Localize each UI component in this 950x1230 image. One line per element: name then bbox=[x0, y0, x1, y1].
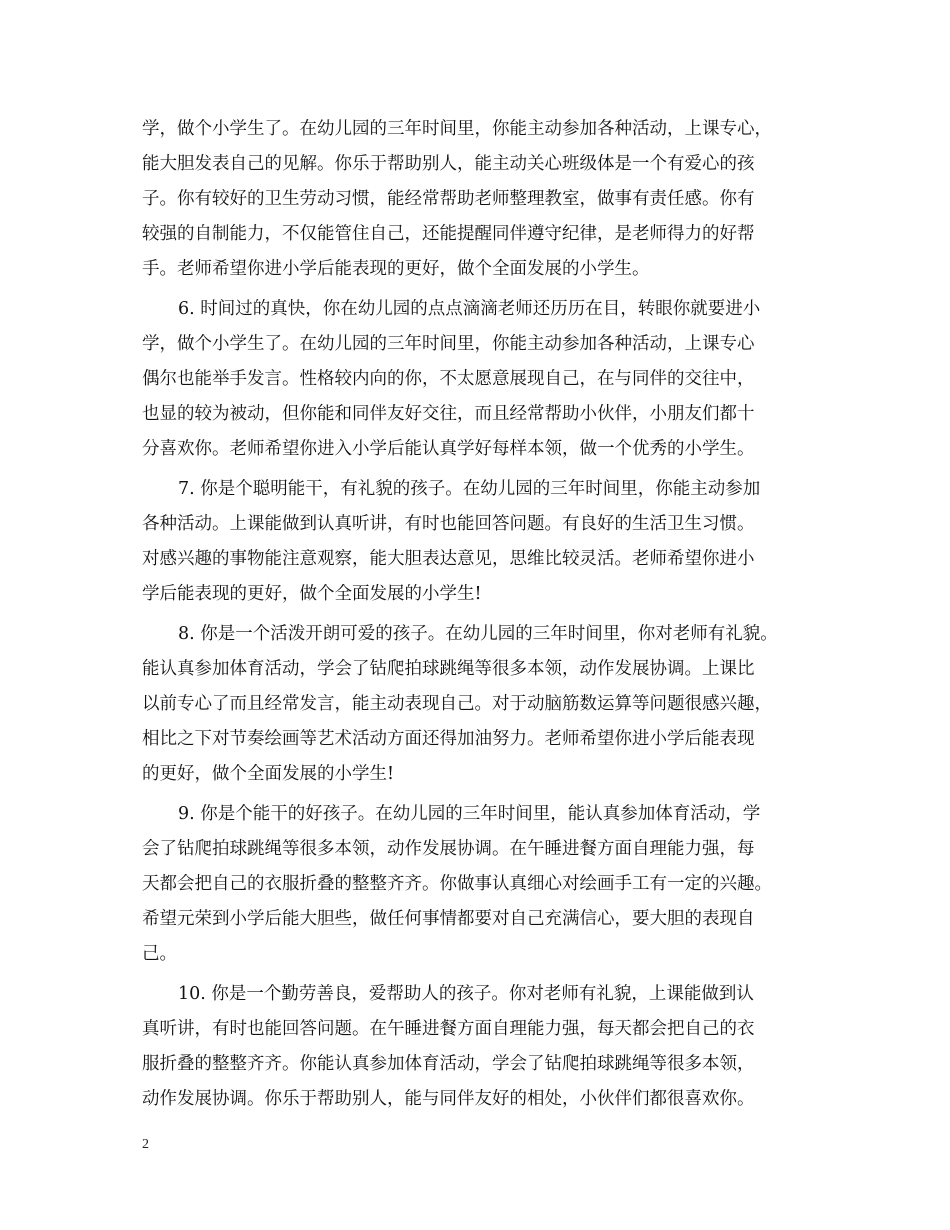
text-line: 能认真参加体育活动，学会了钻爬拍球跳绳等很多本领，动作发展协调。上课比 bbox=[142, 659, 755, 679]
paragraph-10-start: 10. 你是一个勤劳善良，爱帮助人的孩子。你对老师有礼貌，上课能做到认 bbox=[178, 984, 754, 1004]
text-line: 子。你有较好的卫生劳动习惯，能经常帮助老师整理教室，做事有责任感。你有 bbox=[142, 189, 755, 209]
text-line: 学，做个小学生了。在幼儿园的三年时间里，你能主动参加各种活动，上课专心 bbox=[142, 334, 755, 354]
text-line: 较强的自制能力，不仅能管住自己，还能提醒同伴遵守纪律，是老师得力的好帮 bbox=[142, 224, 755, 244]
text-line: 真听讲，有时也能回答问题。在午睡进餐方面自理能力强，每天都会把自己的衣 bbox=[142, 1019, 755, 1039]
text-line: 己。 bbox=[142, 944, 177, 964]
paragraph-8-start: 8. 你是一个活泼开朗可爱的孩子。在幼儿园的三年时间里，你对老师有礼貌。 bbox=[178, 624, 778, 644]
text-line: 分喜欢你。老师希望你进入小学后能认真学好每样本领，做一个优秀的小学生。 bbox=[142, 439, 755, 459]
text-line: 也显的较为被动，但你能和同伴友好交往，而且经常帮助小伙伴，小朋友们都十 bbox=[142, 404, 755, 424]
text-line: 能大胆发表自己的见解。你乐于帮助别人，能主动关心班级体是一个有爱心的孩 bbox=[142, 154, 755, 174]
text-line: 希望元荣到小学后能大胆些，做任何事情都要对自己充满信心，要大胆的表现自 bbox=[142, 909, 755, 929]
text-line: 会了钻爬拍球跳绳等很多本领，动作发展协调。在午睡进餐方面自理能力强，每 bbox=[142, 839, 755, 859]
text-line: 以前专心了而且经常发言，能主动表现自己。对于动脑筋数运算等问题很感兴趣， bbox=[142, 694, 772, 714]
text-line: 天都会把自己的衣服折叠的整整齐齐。你做事认真细心对绘画手工有一定的兴趣。 bbox=[142, 874, 772, 894]
text-line: 服折叠的整整齐齐。你能认真参加体育活动，学会了钻爬拍球跳绳等很多本领， bbox=[142, 1054, 755, 1074]
text-line: 学后能表现的更好，做个全面发展的小学生! bbox=[142, 584, 482, 604]
page-number: 2 bbox=[142, 1137, 149, 1152]
text-line: 对感兴趣的事物能注意观察，能大胆表达意见，思维比较灵活。老师希望你进小 bbox=[142, 549, 755, 569]
paragraph-7-start: 7. 你是个聪明能干，有礼貌的孩子。在幼儿园的三年时间里，你能主动参加 bbox=[178, 479, 761, 499]
text-line: 手。老师希望你进小学后能表现的更好，做个全面发展的小学生。 bbox=[142, 259, 650, 279]
text-line: 动作发展协调。你乐于帮助别人，能与同伴友好的相处，小伙伴们都很喜欢你。 bbox=[142, 1089, 755, 1109]
paragraph-9-start: 9. 你是个能干的好孩子。在幼儿园的三年时间里，能认真参加体育活动，学 bbox=[178, 804, 761, 824]
paragraph-6-start: 6. 时间过的真快，你在幼儿园的点点滴滴老师还历历在目，转眼你就要进小 bbox=[178, 299, 761, 319]
text-line: 相比之下对节奏绘画等艺术活动方面还得加油努力。老师希望你进小学后能表现 bbox=[142, 729, 755, 749]
text-line: 学，做个小学生了。在幼儿园的三年时间里，你能主动参加各种活动，上课专心， bbox=[142, 119, 772, 139]
text-line: 各种活动。上课能做到认真听讲，有时也能回答问题。有良好的生活卫生习惯。 bbox=[142, 514, 755, 534]
text-line: 偶尔也能举手发言。性格较内向的你，不太愿意展现自己，在与同伴的交往中， bbox=[142, 369, 755, 389]
text-line: 的更好，做个全面发展的小学生! bbox=[142, 764, 395, 784]
